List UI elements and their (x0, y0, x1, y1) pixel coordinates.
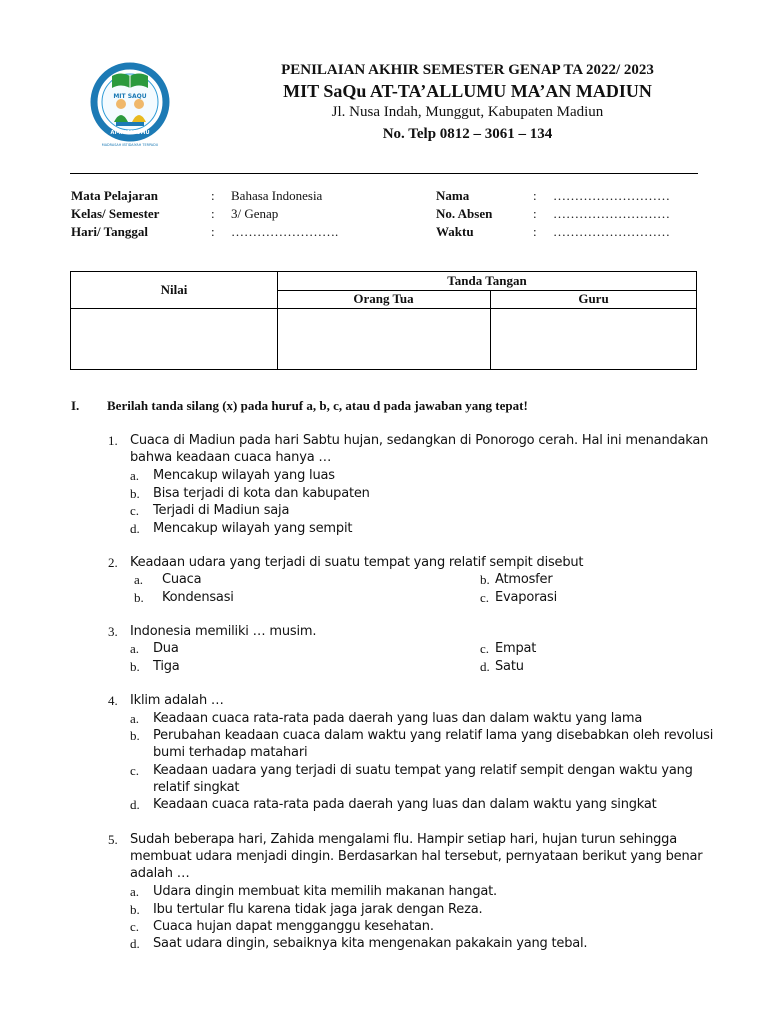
name-value[interactable]: ……………………… (553, 188, 670, 203)
colon: : (533, 188, 537, 203)
colon: : (211, 206, 215, 221)
option-letter[interactable]: b. (130, 486, 140, 501)
score-table (70, 271, 697, 370)
header-divider (70, 173, 698, 174)
question-text: membuat udara menjadi dingin. Berdasarkan hal tersebut, pernyataan berikut yang benar (130, 849, 703, 864)
option-letter[interactable]: c. (130, 503, 140, 518)
name-label: Nama (436, 188, 470, 203)
colon: : (211, 188, 215, 203)
option-letter[interactable]: b. (130, 659, 140, 674)
option-letter[interactable]: b. (134, 590, 144, 605)
logo-bottom-text: MADRASAH IBTIDAIYAH TERPADU (101, 143, 159, 147)
question-number: 4. (108, 693, 118, 708)
signature-header: Tanda Tangan (447, 273, 527, 288)
option-text[interactable]: Kondensasi (162, 590, 234, 605)
option-letter[interactable]: c. (130, 763, 140, 778)
logo-top-text: MIT SAQU (113, 93, 147, 100)
option-text-continued[interactable]: relatif singkat (153, 780, 240, 795)
option-text[interactable]: Mencakup wilayah yang sempit (153, 521, 353, 536)
school-logo (80, 58, 180, 150)
section-instruction: Berilah tanda silang (x) pada huruf a, b, c, atau d pada jawaban yang tepat! (107, 398, 528, 413)
option-text[interactable]: Keadaan cuaca rata-rata pada daerah yang luas dan dalam waktu yang singkat (153, 797, 657, 812)
option-letter[interactable]: a. (130, 468, 140, 483)
absen-value[interactable]: ……………………… (553, 206, 670, 221)
option-letter[interactable]: c. (130, 919, 140, 934)
question-text: Indonesia memiliki … musim. (130, 624, 317, 639)
option-text[interactable]: Keadaan uadara yang terjadi di suatu tempat yang relatif sempit dengan waktu yang (153, 763, 693, 778)
parent-header: Orang Tua (353, 291, 414, 306)
option-text[interactable]: Atmosfer (495, 572, 553, 587)
option-text[interactable]: Keadaan cuaca rata-rata pada daerah yang luas dan dalam waktu yang lama (153, 711, 643, 726)
option-letter[interactable]: b. (480, 572, 490, 587)
school-phone: No. Telp 0812 – 3061 – 134 (382, 126, 553, 142)
option-text-continued[interactable]: bumi terhadap matahari (153, 745, 308, 760)
option-text[interactable]: Udara dingin membuat kita memilih makanan hangat. (153, 884, 497, 899)
colon: : (533, 224, 537, 239)
question-number: 3. (108, 624, 118, 639)
school-address: Jl. Nusa Indah, Munggut, Kabupaten Madiun (331, 104, 604, 120)
teacher-header: Guru (578, 291, 609, 306)
question-number: 5. (108, 832, 118, 847)
question-text: Sudah beberapa hari, Zahida mengalami flu. Hampir setiap hari, hujan turun sehingga (130, 832, 677, 847)
question-text: adalah … (130, 866, 190, 881)
option-text[interactable]: Evaporasi (495, 590, 557, 605)
section-number: I. (71, 398, 80, 413)
option-text[interactable]: Perubahan keadaan cuaca dalam waktu yang relatif lama yang disebabkan oleh revolusi (153, 728, 714, 743)
option-letter[interactable]: c. (480, 590, 490, 605)
parent-signature-cell[interactable] (278, 309, 489, 369)
option-text[interactable]: Cuaca hujan dapat mengganggu kesehatan. (153, 919, 434, 934)
question-text: Keadaan udara yang terjadi di suatu tempat yang relatif sempit disebut (130, 555, 584, 570)
school-name: MIT SaQu AT-TA’ALLUMU MA’AN MADIUN (283, 81, 652, 101)
question-text: Cuaca di Madiun pada hari Sabtu hujan, sedangkan di Ponorogo cerah. Hal ini menandakan (130, 433, 709, 448)
question-number: 1. (108, 433, 118, 448)
colon: : (533, 206, 537, 221)
option-text[interactable]: Cuaca (162, 572, 202, 587)
date-label: Hari/ Tanggal (71, 224, 148, 239)
option-letter[interactable]: b. (130, 728, 140, 743)
question-text: Iklim adalah … (130, 693, 224, 708)
date-value[interactable]: ……………………. (231, 224, 339, 239)
option-text[interactable]: Ibu tertular flu karena tidak jaga jarak dengan Reza. (153, 902, 483, 917)
question-text: bahwa keadaan cuaca hanya … (130, 450, 332, 465)
option-text[interactable]: Tiga (153, 659, 180, 674)
option-text[interactable]: Terjadi di Madiun saja (153, 503, 290, 518)
option-letter[interactable]: d. (130, 936, 140, 951)
logo-ring-text: AT-TA'ALLUMU (110, 130, 150, 136)
option-letter[interactable]: a. (130, 884, 140, 899)
teacher-signature-cell[interactable] (491, 309, 696, 369)
subject-label: Mata Pelajaran (71, 188, 159, 203)
option-letter[interactable]: d. (480, 659, 490, 674)
option-letter[interactable]: a. (130, 641, 140, 656)
option-text[interactable]: Empat (495, 641, 537, 656)
option-letter[interactable]: c. (480, 641, 490, 656)
option-text[interactable]: Bisa terjadi di kota dan kabupaten (153, 486, 370, 501)
school-logo-emblem (80, 58, 180, 150)
class-label: Kelas/ Semester (71, 206, 160, 221)
time-value[interactable]: ……………………… (553, 224, 670, 239)
option-letter[interactable]: a. (134, 572, 144, 587)
absen-label: No. Absen (436, 206, 493, 221)
question-number: 2. (108, 555, 118, 570)
option-text[interactable]: Satu (495, 659, 524, 674)
option-text[interactable]: Saat udara dingin, sebaiknya kita mengenakan pakakain yang tebal. (153, 936, 588, 951)
colon: : (211, 224, 215, 239)
class-value: 3/ Genap (231, 206, 279, 221)
option-text[interactable]: Mencakup wilayah yang luas (153, 468, 335, 483)
option-text[interactable]: Dua (153, 641, 179, 656)
option-letter[interactable]: d. (130, 521, 140, 536)
nilai-cell[interactable] (71, 309, 276, 369)
exam-title: PENILAIAN AKHIR SEMESTER GENAP TA 2022/ 2023 (281, 62, 654, 78)
option-letter[interactable]: a. (130, 711, 140, 726)
option-letter[interactable]: d. (130, 797, 140, 812)
option-letter[interactable]: b. (130, 902, 140, 917)
time-label: Waktu (436, 224, 474, 239)
nilai-header: Nilai (160, 282, 188, 297)
subject-value: Bahasa Indonesia (231, 188, 323, 203)
